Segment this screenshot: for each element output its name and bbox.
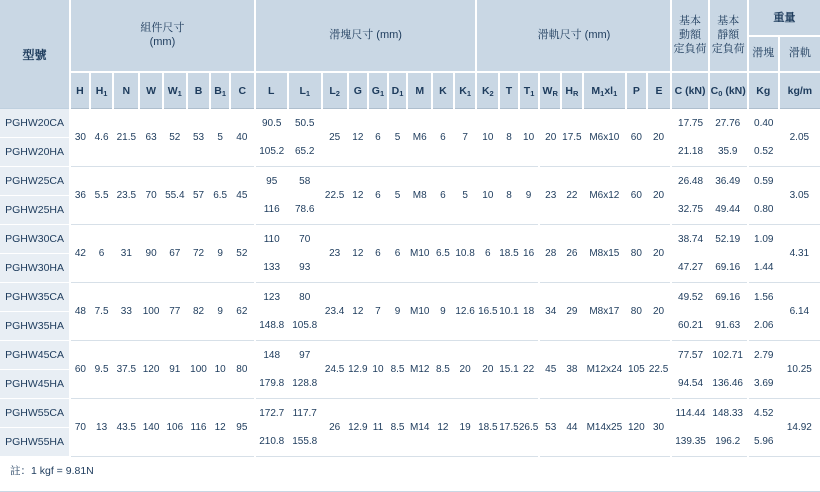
cell-C: 47.27 (671, 254, 708, 283)
cell-C0: 35.9 (709, 138, 748, 167)
cell-H: 60 (70, 341, 90, 399)
cell-L: 90.5 (255, 109, 288, 138)
header-row-symbols (0, 72, 820, 108)
col-K: K (432, 72, 454, 108)
cell-N: 43.5 (113, 399, 139, 457)
table-row (0, 167, 820, 196)
cell-M1xl1: M8x17 (583, 283, 626, 341)
cell-C0: 102.71 (709, 341, 748, 370)
header-weight-block: 滑塊 (748, 36, 779, 73)
cell-B1: 12 (210, 399, 230, 457)
cell-D1: 6 (388, 225, 408, 283)
cell-L1: 58 (288, 167, 322, 196)
cell-M1xl1: M14x25 (583, 399, 626, 457)
cell-K2: 20 (476, 341, 499, 399)
cell-B: 82 (187, 283, 211, 341)
cell-G: 12.9 (348, 341, 369, 399)
cell-K1: 10.8 (454, 225, 477, 283)
cell-M1xl1: M12x24 (583, 341, 626, 399)
col-T: T (499, 72, 519, 108)
cell-G1: 6 (368, 109, 388, 167)
cell-T1: 22 (519, 341, 540, 399)
cell-B1: 9 (210, 225, 230, 283)
col-D1: $D_1$ (388, 72, 408, 108)
cell-G: 12.9 (348, 399, 369, 457)
cell-N: 33 (113, 283, 139, 341)
cell-M1xl1: M6x10 (583, 109, 626, 167)
cell-Cc: 80 (230, 341, 255, 399)
cell-K2: 10 (476, 167, 499, 225)
cell-HR: 22 (561, 167, 583, 225)
cell-D1: 5 (388, 167, 408, 225)
cell-Kg: 2.06 (748, 312, 779, 341)
col-HR: $H_R$ (561, 72, 583, 108)
cell-H: 36 (70, 167, 90, 225)
cell-P: 60 (626, 109, 647, 167)
cell-T1: 18 (519, 283, 540, 341)
cell-B: 100 (187, 341, 211, 399)
cell-W1: 106 (163, 399, 187, 457)
col-kg-per-m: kg/m (779, 72, 820, 108)
cell-K1: 12.6 (454, 283, 477, 341)
cell-C: 94.54 (671, 370, 708, 399)
header-block-dims: 滑塊尺寸 (mm) (255, 0, 477, 72)
col-E: E (647, 72, 672, 108)
cell-kgm: 4.31 (779, 225, 820, 283)
cell-K2: 18.5 (476, 399, 499, 457)
cell-L: 116 (255, 196, 288, 225)
cell-K2: 6 (476, 225, 499, 283)
col-WR: $W_R$ (539, 72, 561, 108)
cell-W1: 91 (163, 341, 187, 399)
header-dynamic-line1: 基本 (679, 15, 702, 28)
cell-model: PGHW25CA (0, 167, 70, 196)
col-H: H (70, 72, 90, 108)
cell-Kg: 2.79 (748, 341, 779, 370)
table-row (0, 341, 820, 370)
cell-C: 32.75 (671, 196, 708, 225)
cell-P: 80 (626, 283, 647, 341)
cell-W1: 55.4 (163, 167, 187, 225)
cell-W1: 52 (163, 109, 187, 167)
footnote: 註：1 kgf = 9.81N (10, 465, 94, 477)
cell-Kg: 4.52 (748, 399, 779, 428)
cell-L1: 128.8 (288, 370, 322, 399)
cell-D1: 8.5 (388, 399, 408, 457)
cell-T1: 10 (519, 109, 540, 167)
cell-model: PGHW35CA (0, 283, 70, 312)
cell-L1: 50.5 (288, 109, 322, 138)
cell-Cc: 62 (230, 283, 255, 341)
cell-Cc: 40 (230, 109, 255, 167)
cell-C: 139.35 (671, 428, 708, 457)
cell-K1: 19 (454, 399, 477, 457)
cell-L: 148 (255, 341, 288, 370)
cell-K: 9 (432, 283, 454, 341)
cell-L: 210.8 (255, 428, 288, 457)
cell-L: 110 (255, 225, 288, 254)
col-L1: $L_1$ (288, 72, 322, 108)
cell-N: 21.5 (113, 109, 139, 167)
cell-B: 72 (187, 225, 211, 283)
cell-Cc: 45 (230, 167, 255, 225)
col-C: C (230, 72, 255, 108)
cell-HR: 38 (561, 341, 583, 399)
cell-WR: 45 (539, 341, 561, 399)
cell-kgm: 14.92 (779, 399, 820, 457)
cell-E: 30 (647, 399, 672, 457)
cell-K1: 20 (454, 341, 477, 399)
cell-model: PGHW30CA (0, 225, 70, 254)
header-rail-dims: 滑軌尺寸 (mm) (476, 0, 671, 72)
col-M1xl1: $M_1xl_1$ (583, 72, 626, 108)
cell-M: M14 (407, 399, 432, 457)
cell-N: 37.5 (113, 341, 139, 399)
cell-L1: 97 (288, 341, 322, 370)
cell-T: 8 (499, 167, 519, 225)
header-weight-rail: 滑軌 (779, 36, 820, 73)
cell-Kg: 1.44 (748, 254, 779, 283)
cell-T1: 16 (519, 225, 540, 283)
cell-Kg: 5.96 (748, 428, 779, 457)
cell-H1: 5.5 (90, 167, 114, 225)
cell-model: PGHW45HA (0, 370, 70, 399)
cell-B1: 10 (210, 341, 230, 399)
cell-HR: 26 (561, 225, 583, 283)
cell-T: 18.5 (499, 225, 519, 283)
cell-Kg: 3.69 (748, 370, 779, 399)
cell-T1: 26.5 (519, 399, 540, 457)
cell-H: 30 (70, 109, 90, 167)
cell-T: 8 (499, 109, 519, 167)
cell-P: 120 (626, 399, 647, 457)
col-G1: $G_1$ (368, 72, 388, 108)
cell-kgm: 10.25 (779, 341, 820, 399)
cell-N: 31 (113, 225, 139, 283)
cell-H: 42 (70, 225, 90, 283)
header-static-line2: 靜額 (717, 28, 740, 41)
cell-B1: 5 (210, 109, 230, 167)
cell-K: 6 (432, 109, 454, 167)
cell-W: 70 (139, 167, 163, 225)
cell-model: PGHW30HA (0, 254, 70, 283)
cell-E: 20 (647, 167, 672, 225)
cell-kgm: 3.05 (779, 167, 820, 225)
cell-C: 38.74 (671, 225, 708, 254)
col-B1: $B_1$ (210, 72, 230, 108)
cell-L2: 23 (322, 225, 348, 283)
cell-E: 20 (647, 225, 672, 283)
cell-G: 12 (348, 167, 369, 225)
cell-H1: 7.5 (90, 283, 114, 341)
col-H1: $H_1$ (90, 72, 114, 108)
cell-E: 22.5 (647, 341, 672, 399)
cell-L2: 22.5 (322, 167, 348, 225)
cell-C0: 27.76 (709, 109, 748, 138)
col-W1: $W_1$ (163, 72, 187, 108)
cell-M1xl1: M8x15 (583, 225, 626, 283)
cell-model: PGHW55HA (0, 428, 70, 457)
header-assembly-unit: (mm) (149, 35, 176, 48)
cell-H1: 13 (90, 399, 114, 457)
cell-WR: 28 (539, 225, 561, 283)
header-dynamic-line2: 動額 (679, 28, 702, 41)
table-row (0, 399, 820, 428)
cell-L1: 80 (288, 283, 322, 312)
cell-K: 6 (432, 167, 454, 225)
cell-L2: 26 (322, 399, 348, 457)
cell-HR: 29 (561, 283, 583, 341)
cell-T1: 9 (519, 167, 540, 225)
cell-kgm: 2.05 (779, 109, 820, 167)
cell-Kg: 0.80 (748, 196, 779, 225)
cell-C0: 196.2 (709, 428, 748, 457)
cell-C0: 69.16 (709, 254, 748, 283)
cell-C: 77.57 (671, 341, 708, 370)
cell-M1xl1: M6x12 (583, 167, 626, 225)
cell-Cc: 95 (230, 399, 255, 457)
cell-E: 20 (647, 109, 672, 167)
cell-C: 26.48 (671, 167, 708, 196)
header-dynamic-line3: 定負荷 (673, 42, 707, 55)
cell-B: 57 (187, 167, 211, 225)
col-L: L (255, 72, 288, 108)
cell-L1: 155.8 (288, 428, 322, 457)
cell-H: 70 (70, 399, 90, 457)
cell-B1: 6.5 (210, 167, 230, 225)
cell-M: M6 (407, 109, 432, 167)
cell-L1: 70 (288, 225, 322, 254)
cell-Kg: 0.59 (748, 167, 779, 196)
cell-G1: 7 (368, 283, 388, 341)
cell-model: PGHW55CA (0, 399, 70, 428)
cell-L2: 23.4 (322, 283, 348, 341)
header-dynamic-load (671, 0, 708, 72)
cell-B: 116 (187, 399, 211, 457)
cell-WR: 20 (539, 109, 561, 167)
cell-model: PGHW35HA (0, 312, 70, 341)
cell-W1: 77 (163, 283, 187, 341)
cell-H1: 9.5 (90, 341, 114, 399)
cell-W: 120 (139, 341, 163, 399)
cell-model: PGHW45CA (0, 341, 70, 370)
cell-M: M10 (407, 283, 432, 341)
cell-M: M12 (407, 341, 432, 399)
cell-L: 133 (255, 254, 288, 283)
cell-Kg: 1.56 (748, 283, 779, 312)
cell-C0: 69.16 (709, 283, 748, 312)
table-row (0, 225, 820, 254)
cell-K1: 7 (454, 109, 477, 167)
cell-Kg: 0.52 (748, 138, 779, 167)
cell-L2: 25 (322, 109, 348, 167)
cell-L1: 105.8 (288, 312, 322, 341)
cell-model: PGHW20CA (0, 109, 70, 138)
cell-K: 6.5 (432, 225, 454, 283)
cell-P: 60 (626, 167, 647, 225)
table-body (0, 109, 820, 457)
cell-kgm: 6.14 (779, 283, 820, 341)
cell-G: 12 (348, 225, 369, 283)
cell-K2: 10 (476, 109, 499, 167)
cell-C0: 136.46 (709, 370, 748, 399)
cell-Kg: 1.09 (748, 225, 779, 254)
cell-L: 105.2 (255, 138, 288, 167)
cell-H: 48 (70, 283, 90, 341)
cell-M: M10 (407, 225, 432, 283)
cell-W: 90 (139, 225, 163, 283)
cell-B: 53 (187, 109, 211, 167)
col-M: M (407, 72, 432, 108)
cell-E: 20 (647, 283, 672, 341)
cell-HR: 44 (561, 399, 583, 457)
col-P: P (626, 72, 647, 108)
cell-Cc: 52 (230, 225, 255, 283)
header-static-line1: 基本 (717, 15, 740, 28)
col-W: W (139, 72, 163, 108)
cell-W: 140 (139, 399, 163, 457)
cell-L: 123 (255, 283, 288, 312)
cell-G: 12 (348, 109, 369, 167)
cell-D1: 5 (388, 109, 408, 167)
cell-L: 179.8 (255, 370, 288, 399)
cell-G1: 6 (368, 225, 388, 283)
cell-N: 23.5 (113, 167, 139, 225)
cell-L1: 78.6 (288, 196, 322, 225)
cell-L: 95 (255, 167, 288, 196)
cell-D1: 8.5 (388, 341, 408, 399)
cell-L: 172.7 (255, 399, 288, 428)
header-row-groups (0, 0, 820, 36)
cell-model: PGHW25HA (0, 196, 70, 225)
cell-G: 12 (348, 283, 369, 341)
cell-Kg: 0.40 (748, 109, 779, 138)
cell-W: 100 (139, 283, 163, 341)
cell-C: 21.18 (671, 138, 708, 167)
cell-L1: 117.7 (288, 399, 322, 428)
cell-P: 80 (626, 225, 647, 283)
cell-C: 17.75 (671, 109, 708, 138)
cell-C0: 91.63 (709, 312, 748, 341)
col-L2: $L_2$ (322, 72, 348, 108)
cell-L1: 65.2 (288, 138, 322, 167)
cell-L2: 24.5 (322, 341, 348, 399)
cell-P: 105 (626, 341, 647, 399)
cell-W: 63 (139, 109, 163, 167)
cell-H1: 6 (90, 225, 114, 283)
cell-C0: 49.44 (709, 196, 748, 225)
cell-G1: 11 (368, 399, 388, 457)
cell-H1: 4.6 (90, 109, 114, 167)
col-Kg: Kg (748, 72, 779, 108)
col-K1: $K_1$ (454, 72, 477, 108)
header-model: 型號 (0, 0, 70, 109)
cell-D1: 9 (388, 283, 408, 341)
col-G: G (348, 72, 369, 108)
cell-C0: 36.49 (709, 167, 748, 196)
cell-C: 114.44 (671, 399, 708, 428)
cell-WR: 34 (539, 283, 561, 341)
cell-WR: 23 (539, 167, 561, 225)
header-weight: 重量 (748, 0, 820, 36)
cell-K1: 5 (454, 167, 477, 225)
cell-C: 49.52 (671, 283, 708, 312)
cell-T: 10.1 (499, 283, 519, 341)
col-C0-kN: $C_0$ (kN) (709, 72, 748, 108)
cell-WR: 53 (539, 399, 561, 457)
cell-W1: 67 (163, 225, 187, 283)
col-N: N (113, 72, 139, 108)
table-row (0, 283, 820, 312)
cell-G1: 10 (368, 341, 388, 399)
table-row (0, 109, 820, 138)
col-K2: $K_2$ (476, 72, 499, 108)
cell-C: 60.21 (671, 312, 708, 341)
cell-K2: 16.5 (476, 283, 499, 341)
cell-B1: 9 (210, 283, 230, 341)
cell-K: 8.5 (432, 341, 454, 399)
col-T1: $T_1$ (519, 72, 540, 108)
cell-model: PGHW20HA (0, 138, 70, 167)
cell-L: 148.8 (255, 312, 288, 341)
cell-T: 15.1 (499, 341, 519, 399)
cell-C0: 52.19 (709, 225, 748, 254)
col-C-kN: C (kN) (671, 72, 708, 108)
col-B: B (187, 72, 211, 108)
header-assembly-dims (70, 0, 255, 72)
cell-M: M8 (407, 167, 432, 225)
cell-C0: 148.33 (709, 399, 748, 428)
cell-L1: 93 (288, 254, 322, 283)
cell-T: 17.5 (499, 399, 519, 457)
cell-G1: 6 (368, 167, 388, 225)
header-static-load (709, 0, 748, 72)
header-static-line3: 定負荷 (711, 42, 745, 55)
cell-HR: 17.5 (561, 109, 583, 167)
header-assembly-label: 組件尺寸 (140, 21, 185, 34)
cell-K: 12 (432, 399, 454, 457)
